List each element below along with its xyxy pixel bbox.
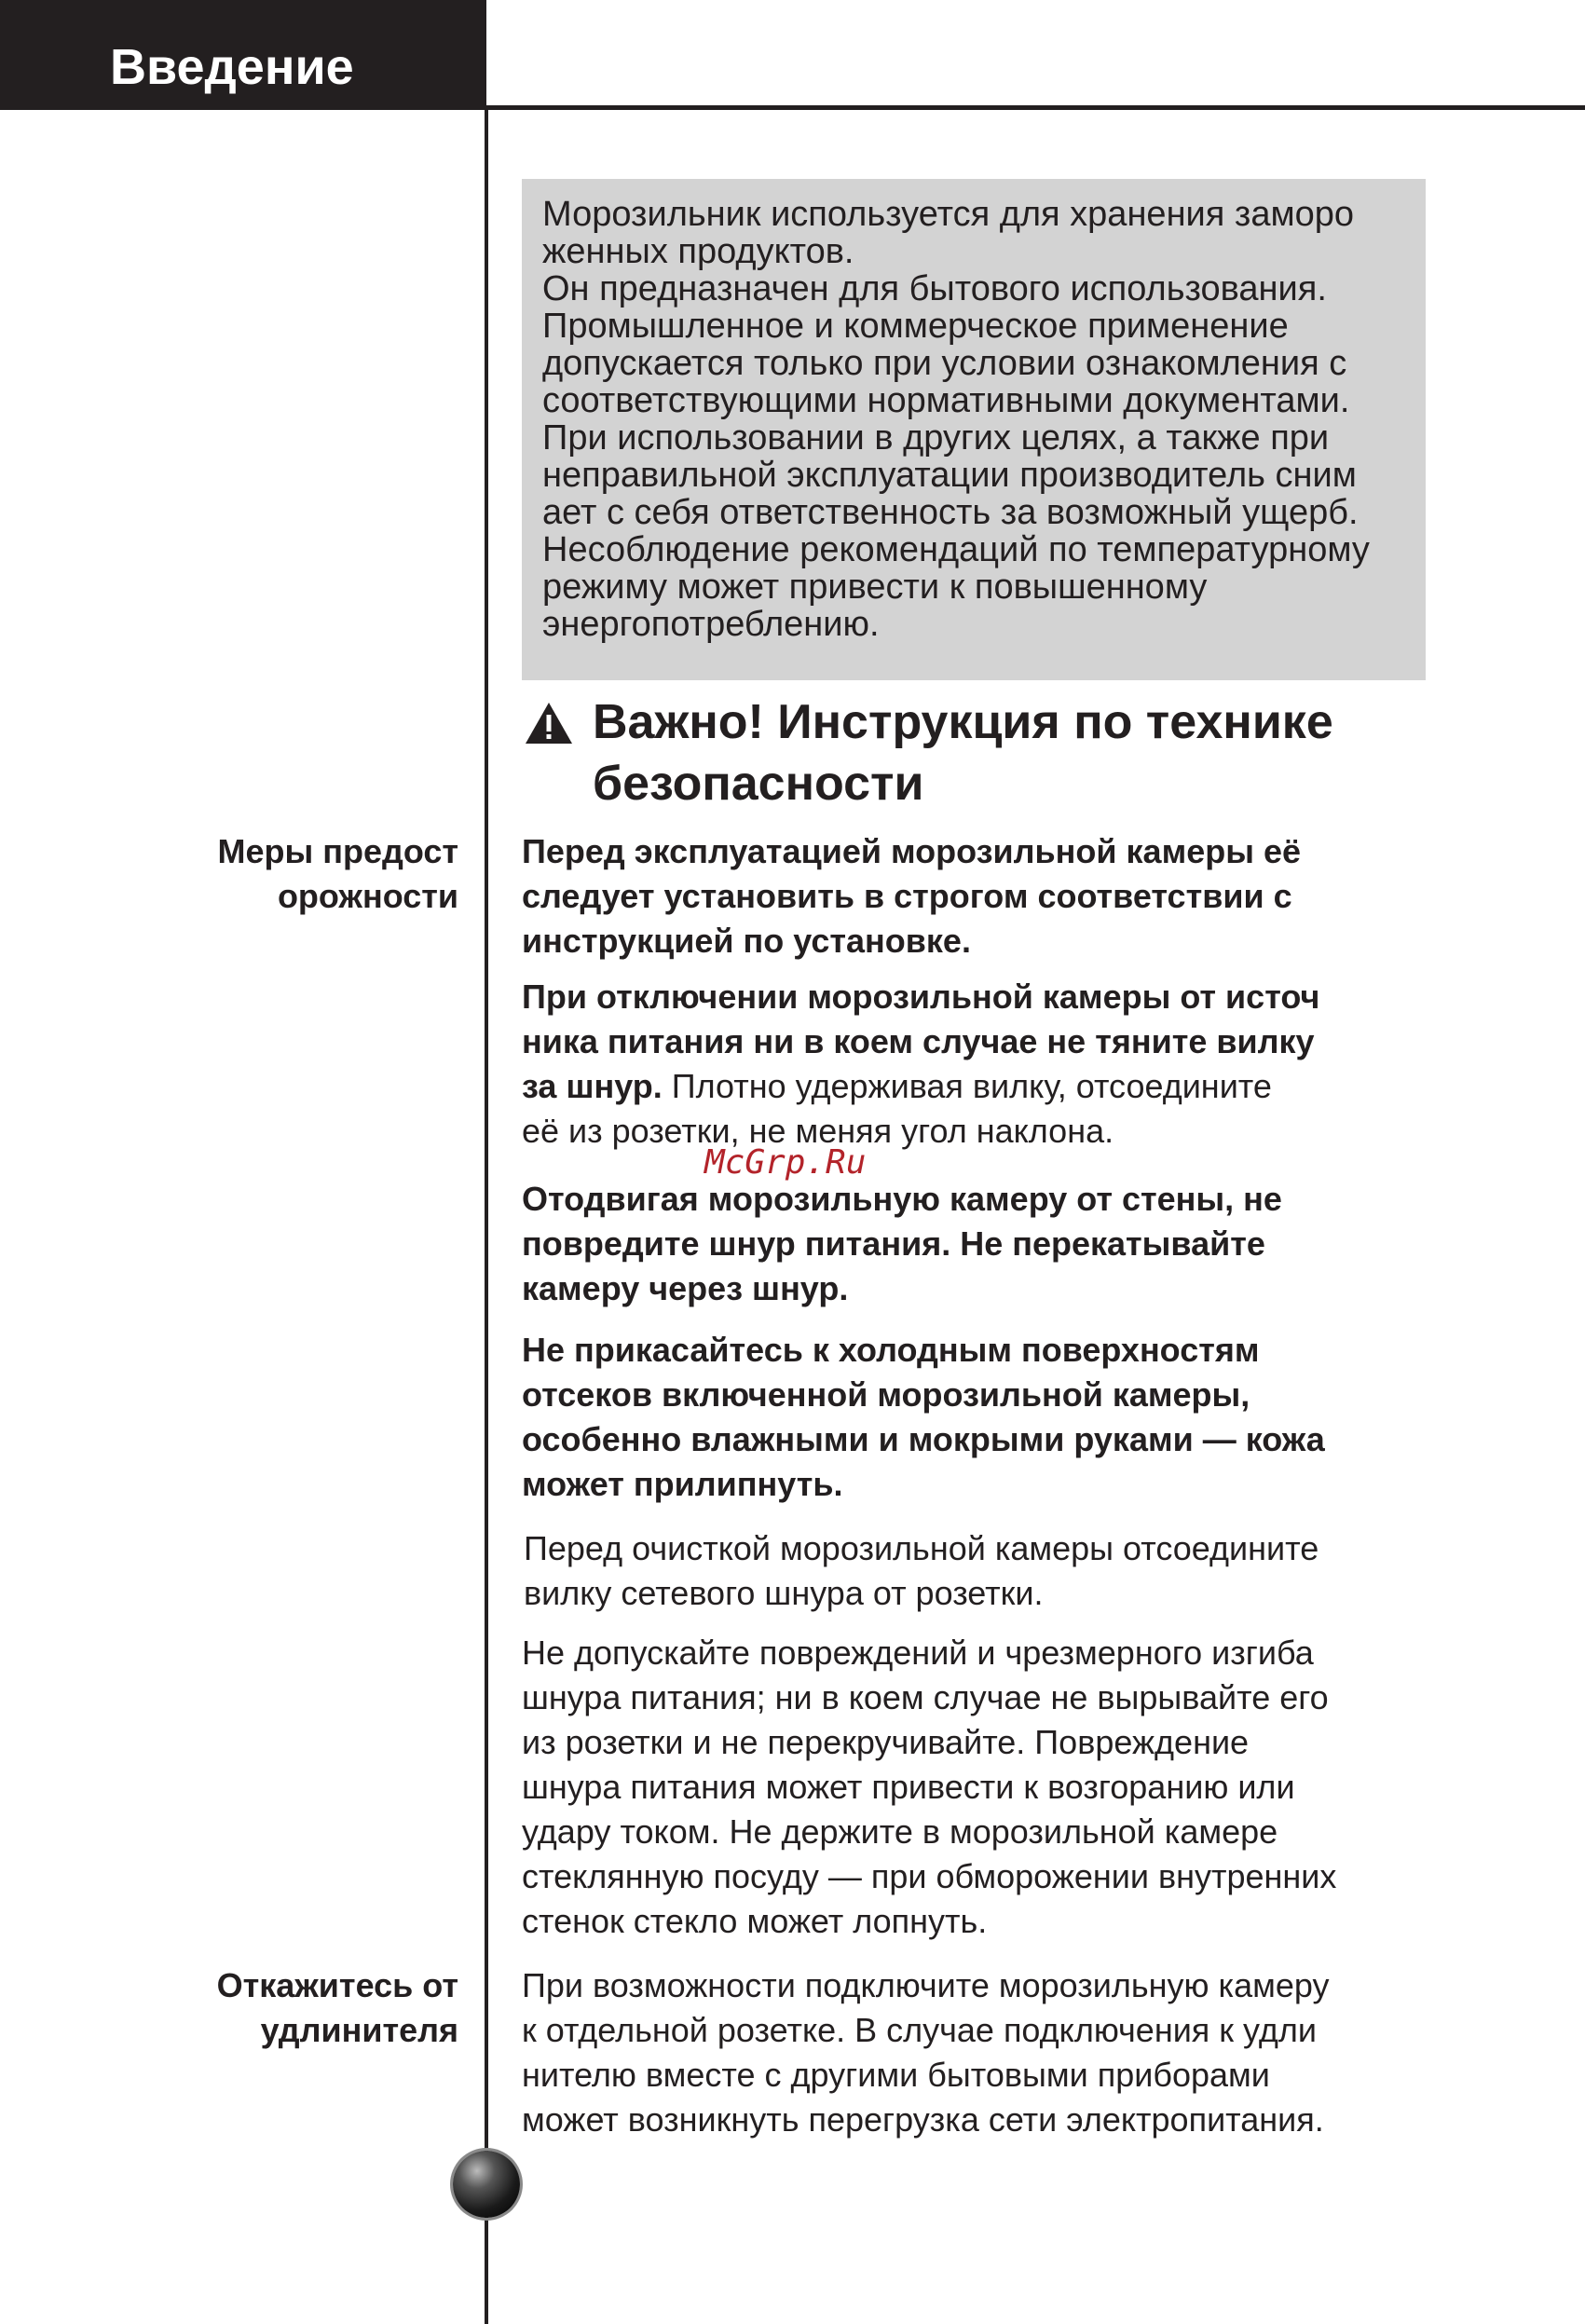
header-block [0, 0, 486, 110]
para-line: может прилипнуть. [522, 1465, 843, 1503]
header-rule [486, 105, 1585, 110]
side-label-precautions [140, 829, 458, 919]
page-marker-dot [453, 2151, 520, 2218]
para-line: шнура питания; ни в коем случае не вырывайте его [522, 1678, 1329, 1716]
paragraph-unplug [522, 975, 1444, 1154]
para-line: следует установить в строгом соответствии с [522, 877, 1292, 915]
para-line: При отключении морозильной камеры от источ [522, 977, 1320, 1016]
para-line: камеру через шнур. [522, 1269, 849, 1307]
para-line: к отдельной розетке. В случае подключения к удли [522, 2011, 1317, 2049]
safety-title-line: безопасности [593, 757, 924, 811]
para-line: из розетки и не перекручивайте. Повреждение [522, 1723, 1250, 1761]
side-label-line: Меры предост [217, 832, 458, 870]
page-title: Введение [110, 39, 354, 95]
para-line: Не прикасайтесь к холодным поверхностям [522, 1331, 1260, 1369]
intro-line: ает с себя ответственность за возможный ущерб. [542, 493, 1359, 532]
para-line: её из розетки, не меняя угол наклона. [522, 1112, 1114, 1150]
intro-line: Промышленное и коммерческое применение [542, 307, 1289, 346]
intro-note-box [522, 179, 1426, 680]
intro-line: женных продуктов. [542, 232, 854, 271]
para-line: Не допускайте повреждений и чрезмерного изгиба [522, 1634, 1314, 1672]
intro-line: энергопотреблению. [542, 605, 880, 644]
intro-line: соответствующими нормативными документами. [542, 381, 1350, 420]
para-span: Плотно удерживая вилку, отсоедините [662, 1067, 1272, 1105]
para-line: нителю вместе с другими бытовыми приборами [522, 2056, 1270, 2094]
para-line-mixed [522, 1064, 1444, 1109]
intro-line: Морозильник используется для хранения заморо [542, 195, 1354, 234]
para-line: Перед эксплуатацией морозильной камеры её [522, 832, 1301, 870]
paragraph-cleaning [524, 1526, 1446, 1616]
para-line: повредите шнур питания. Не перекатывайте [522, 1224, 1265, 1263]
paragraph-cord-wall [522, 1177, 1444, 1311]
paragraph-installation [522, 829, 1444, 964]
para-line: инструкцией по установке. [522, 922, 971, 960]
paragraph-cold-surfaces [522, 1328, 1444, 1507]
paragraph-cord-damage [522, 1631, 1444, 1944]
para-line: При возможности подключите морозильную камеру [522, 1966, 1330, 2004]
para-line: отсеков включенной морозильной камеры, [522, 1375, 1250, 1414]
para-line: ника питания ни в коем случае не тяните вилку [522, 1022, 1315, 1060]
intro-line: допускается только при условии ознакомления с [542, 344, 1347, 383]
intro-line: Он предназначен для бытового использования. [542, 269, 1327, 308]
para-line: особенно влажными и мокрыми руками — кожа [522, 1420, 1325, 1458]
intro-line: Несоблюдение рекомендаций по температурному [542, 530, 1370, 569]
para-line: вилку сетевого шнура от розетки. [524, 1574, 1044, 1612]
para-line: стенок стекло может лопнуть. [522, 1902, 988, 1940]
para-line: может возникнуть перегрузка сети электропитания. [522, 2100, 1324, 2139]
intro-line: неправильной эксплуатации производитель сним [542, 456, 1357, 495]
paragraph-extension [522, 1963, 1444, 2142]
side-label-line: удлинителя [260, 2011, 458, 2049]
watermark: McGrp.Ru [704, 1143, 867, 1182]
para-line: стеклянную посуду — при обморожении внутренних [522, 1857, 1337, 1895]
column-divider [485, 105, 488, 2324]
para-line: Перед очисткой морозильной камеры отсоедините [524, 1529, 1319, 1567]
side-label-line: Откажитесь от [216, 1966, 458, 2004]
safety-title-line: Важно! Инструкция по технике [593, 695, 1333, 749]
para-line: Отодвигая морозильную камеру от стены, не [522, 1180, 1282, 1218]
side-label-line: орожности [277, 877, 458, 915]
intro-line: режиму может привести к повышенному [542, 567, 1208, 607]
safety-title [593, 691, 1431, 814]
intro-line: При использовании в других целях, а также при [542, 418, 1330, 458]
para-line: шнура питания может привести к возгоранию или [522, 1768, 1295, 1806]
para-line: удару током. Не держите в морозильной камере [522, 1812, 1278, 1851]
side-label-extension [140, 1963, 458, 2053]
para-span-bold: за шнур. [522, 1067, 663, 1105]
warning-triangle-icon [524, 701, 574, 745]
